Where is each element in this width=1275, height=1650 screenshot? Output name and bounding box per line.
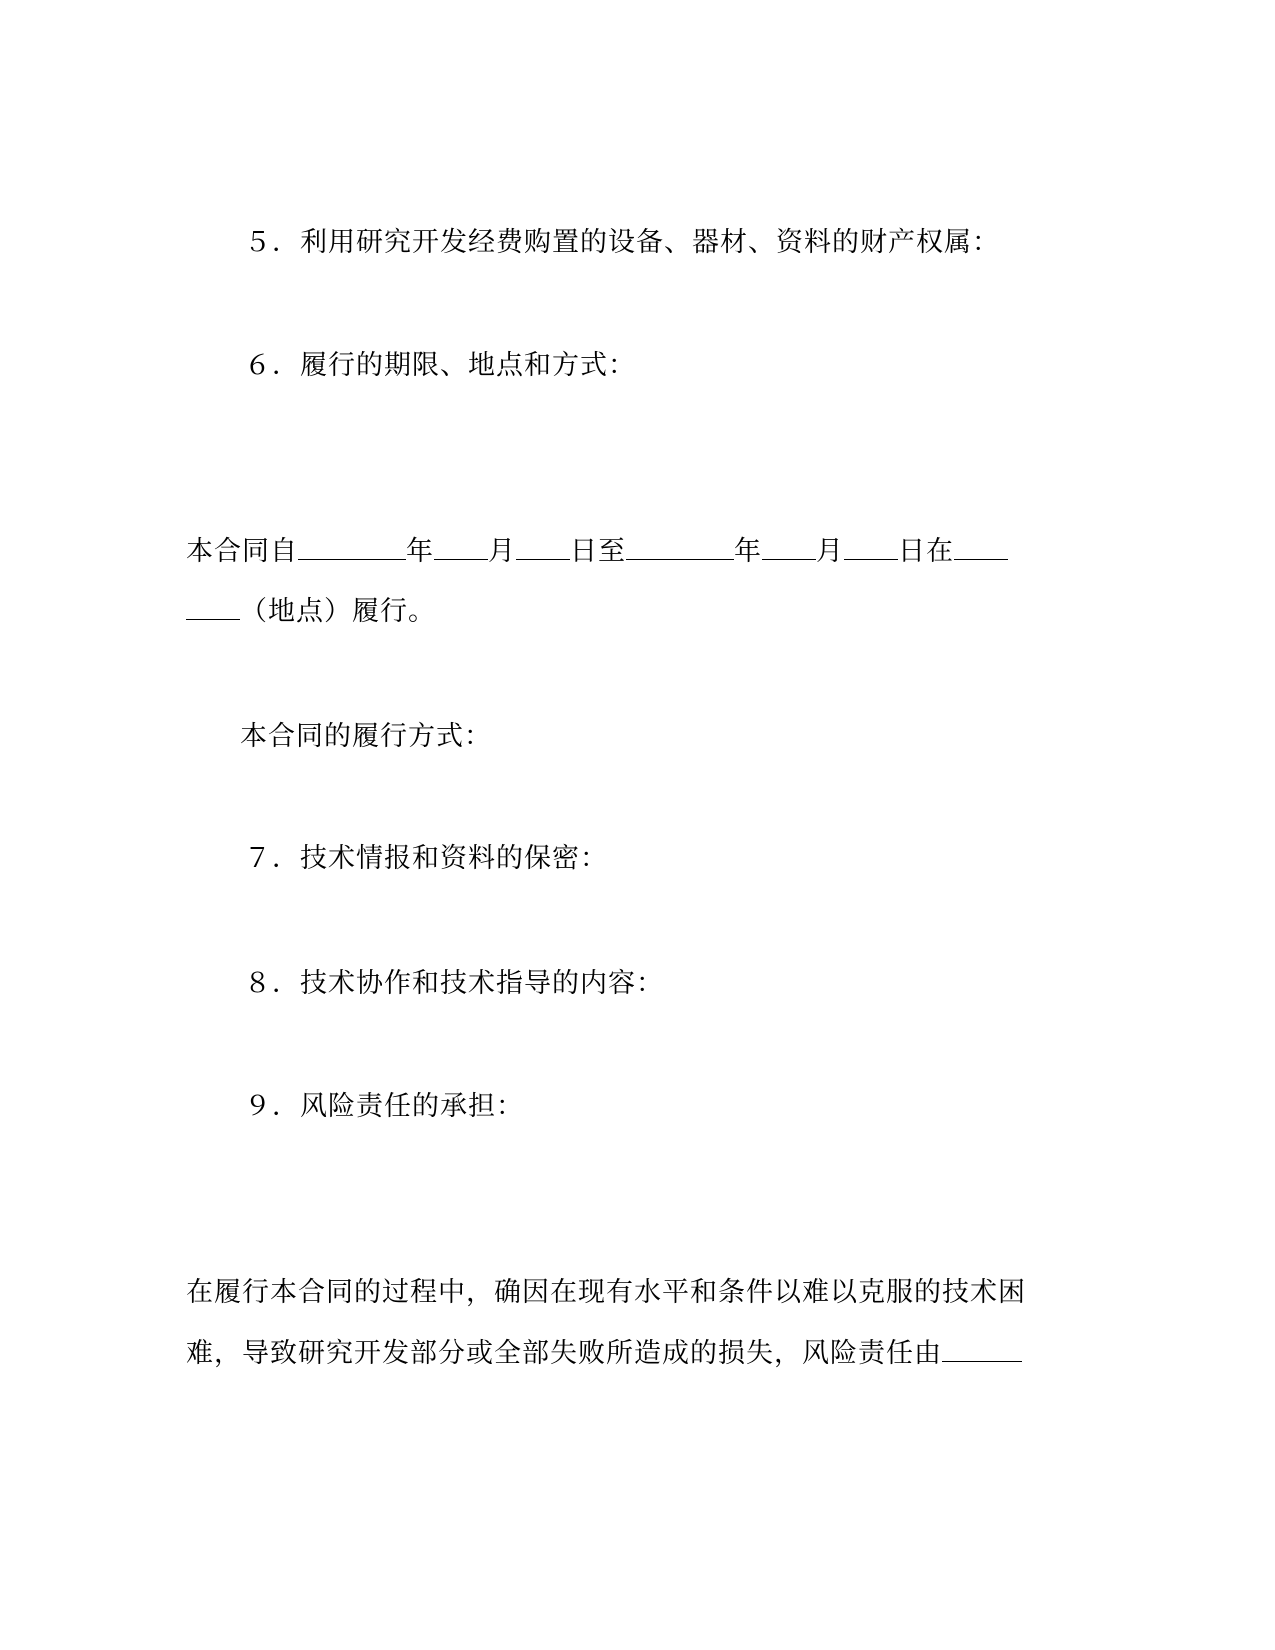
end-day-blank [844,537,898,560]
term-text-at: 日在 [898,536,954,567]
risk-party-blank [942,1339,1022,1362]
risk-paragraph-line2 [186,1337,1022,1371]
term-sentence-line1 [186,535,1008,569]
clause-9: ９．风险责任的承担： [244,1091,524,1122]
clause-6: ６．履行的期限、地点和方式： [244,350,636,381]
risk-paragraph-line1: 在履行本合同的过程中，确因在现有水平和条件以难以克服的技术困 [186,1277,1026,1308]
location-blank-part2 [186,597,240,620]
term-text-from: 本合同自 [186,536,298,567]
start-day-blank [516,537,570,560]
location-blank-part1 [954,537,1008,560]
clause-5: ５．利用研究开发经费购置的设备、器材、资料的财产权属： [244,227,1000,258]
start-year-blank [298,537,406,560]
start-month-blank [434,537,488,560]
term-text-to: 日至 [570,536,626,567]
clause-8: ８．技术协作和技术指导的内容： [244,968,664,999]
end-month-blank [762,537,816,560]
term-text-year: 年 [406,536,434,567]
term-text-month: 月 [488,536,516,567]
performance-method: 本合同的履行方式： [240,721,492,752]
clause-7: ７．技术情报和资料的保密： [244,843,608,874]
risk-text: 难，导致研究开发部分或全部失败所造成的损失，风险责任由 [186,1338,942,1369]
term-sentence-line2 [186,595,436,629]
term-text-location: （地点）履行。 [240,596,436,627]
end-year-blank [626,537,734,560]
term-text-year-2: 年 [734,536,762,567]
term-text-month-2: 月 [816,536,844,567]
